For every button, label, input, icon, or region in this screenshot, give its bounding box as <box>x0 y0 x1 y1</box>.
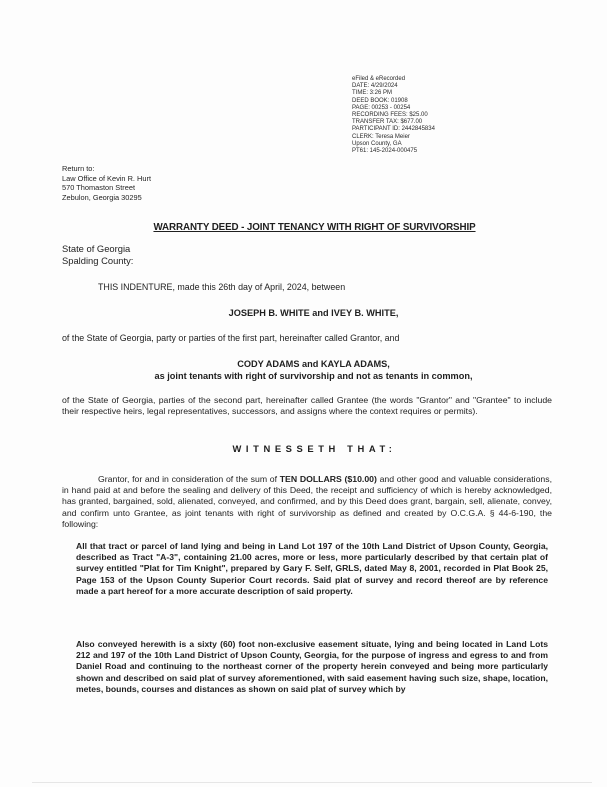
return-to-line: Zebulon, Georgia 30295 <box>62 192 142 202</box>
legal-description-paragraph-1: All that tract or parcel of land lying and being in Land Lot 197 of the 10th Land District of Upson County, Georgia, described as Tract "A-3", containing 21.00 acres, more or less, more particularly described by that certain plat of survey entitled "Plat for Tim Knight", prepared by Gary F. Self, GRLS, dated May 8, 2001, recorded in Plat Book 25, Page 153 of the Upson County Superior Court records. Said plat of survey and record thereof are by reference made a part hereof for a more accurate description of said property. <box>76 541 548 596</box>
consideration-after: and other good and valuable considerations, in hand paid at and before the sealing and delivery of this Deed, the receipt and sufficiency of which is hereby acknowledged, has granted, bargained, sold, alienated, conveyed, and confirmed, and by this Deed does grant, bargain, sell, alienate, convey, and confirm unto Grantee, as joint tenants with right of survivorship as defined and created by O.C.G.A. § 44-6-190, the following: <box>62 474 552 529</box>
stamp-line: TRANSFER TAX: $677.00 <box>352 119 423 126</box>
stamp-line: eFiled & eRecorded <box>352 76 406 82</box>
stamp-line: PARTICIPANT ID: 2442845834 <box>352 126 435 133</box>
stamp-line: CLERK: Teresa Meier <box>352 133 410 140</box>
grantor-names <box>0 308 607 318</box>
grantee-names <box>0 358 607 382</box>
consideration-amount: TEN DOLLARS ($10.00) <box>279 474 377 484</box>
stamp-line: PAGE: 00253 - 00254 <box>352 104 411 111</box>
indenture-line: THIS INDENTURE, made this 26th day of April, 2024, between <box>98 282 346 292</box>
return-to-line: 570 Thomaston Street <box>62 183 135 193</box>
recording-stamp <box>352 76 435 155</box>
stamp-line: TIME: 3:26 PM <box>352 90 393 97</box>
county-line: Spalding County: <box>62 255 134 266</box>
stamp-line: RECORDING FEES: $25.00 <box>352 112 428 119</box>
state-line: State of Georgia <box>62 243 131 254</box>
witnesseth-heading <box>0 443 607 454</box>
grantor-description: of the State of Georgia, party or parties of the first part, hereinafter called Grantor, and <box>62 333 400 343</box>
consideration-paragraph <box>62 474 552 530</box>
scan-edge-line <box>32 782 592 783</box>
document-title <box>0 222 607 233</box>
grantor-names-text: JOSEPH B. WHITE and IVEY B. WHITE, <box>228 308 399 318</box>
stamp-line: DEED BOOK: 01908 <box>352 97 408 104</box>
grantee-names-text: CODY ADAMS and KAYLA ADAMS, <box>237 359 390 369</box>
jurisdiction <box>62 243 133 267</box>
stamp-line: DATE: 4/29/2024 <box>352 83 398 90</box>
return-to-line: Return to: <box>62 164 95 173</box>
witnesseth-text: WITNESSETH THAT: <box>232 443 397 454</box>
consideration-before: Grantor, for and in consideration of the sum of <box>98 474 278 484</box>
return-to-line: Law Office of Kevin R. Hurt <box>62 173 151 183</box>
stamp-line: Upson County, GA <box>352 140 402 147</box>
return-to-address <box>62 164 151 202</box>
grantee-description: of the State of Georgia, parties of the second part, hereinafter called Grantee (the words "Grantor" and "Grantee" to include their respective heirs, legal representatives, successors, and assigns where the context requires or permits). <box>62 395 552 417</box>
grantee-tenancy-text: as joint tenants with right of survivorship and not as tenants in common, <box>154 371 473 381</box>
document-title-text: WARRANTY DEED - JOINT TENANCY WITH RIGHT OF SURVIVORSHIP <box>153 222 476 233</box>
stamp-line: PT61: 145-2024-000475 <box>352 148 418 155</box>
legal-description-paragraph-2: Also conveyed herewith is a sixty (60) foot non-exclusive easement situate, lying and being located in Land Lots 212 and 197 of the 10th Land District of Upson County, Georgia, for the purpose of ingress and egress to and from Daniel Road and continuing to the northeast corner of the property herein conveyed and being more particularly shown and described on said plat of survey aforementioned, with said easement having such size, shape, location, metes, bounds, courses and distances as shown on said plat of survey which by <box>76 639 548 694</box>
